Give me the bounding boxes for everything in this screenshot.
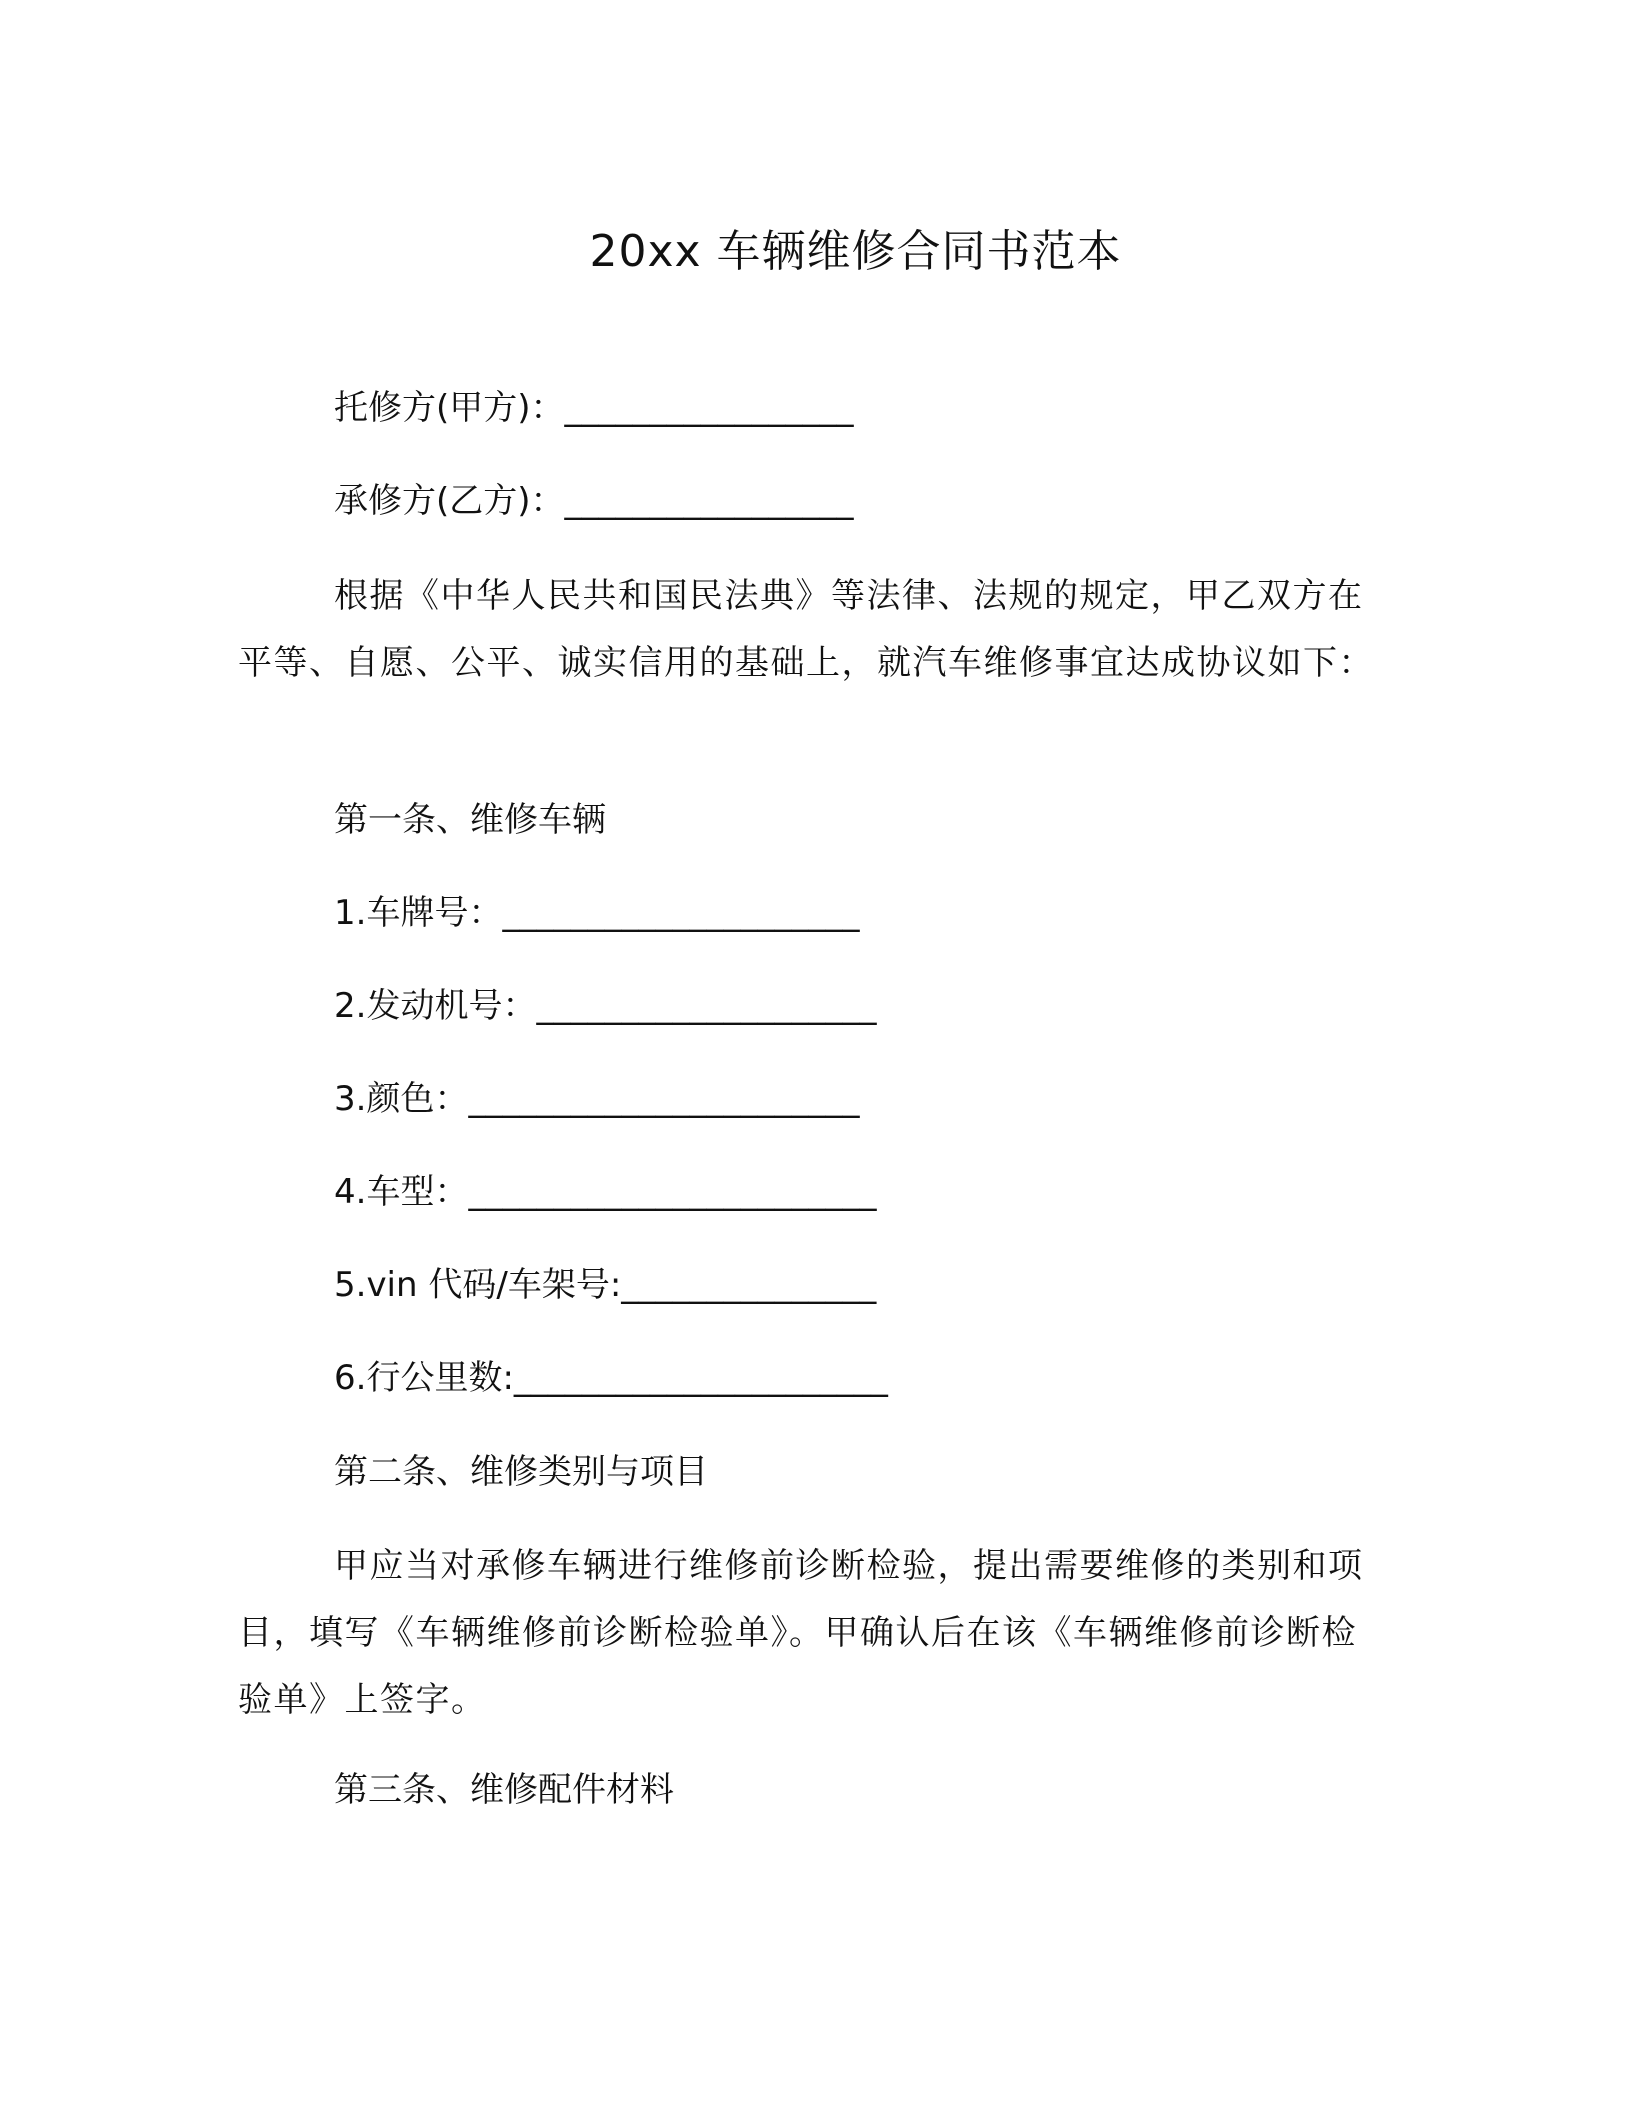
article-1-heading: 第一条、维修车辆 bbox=[334, 800, 606, 840]
vehicle-model-field: 4.车型：________________________ bbox=[334, 1172, 877, 1212]
engine-number-field: 2.发动机号：____________________ bbox=[334, 986, 877, 1026]
party-b-field: 承修方(乙方)：_________________ bbox=[334, 481, 854, 521]
vehicle-plate-field: 1.车牌号：_____________________ bbox=[334, 893, 860, 933]
mileage-field: 6.行公里数:______________________ bbox=[334, 1358, 888, 1398]
color-field: 3.颜色：_______________________ bbox=[334, 1079, 860, 1119]
article-2-heading: 第二条、维修类别与项目 bbox=[334, 1452, 708, 1492]
article-2-paragraph: 甲应当对承修车辆进行维修前诊断检验，提出需要维修的类别和项目，填写《车辆维修前诊断检验单》。甲确认后在该《车辆维修前诊断检验单》上签字。 bbox=[238, 1546, 1364, 1720]
vin-field: 5.vin 代码/车架号:_______________ bbox=[334, 1265, 877, 1305]
article-3-heading: 第三条、维修配件材料 bbox=[334, 1770, 674, 1810]
document-title: 20xx 车辆维修合同书范本 bbox=[589, 226, 1122, 277]
party-a-field: 托修方(甲方)：_________________ bbox=[334, 388, 854, 428]
preamble-paragraph: 根据《中华人民共和国民法典》等法律、法规的规定，甲乙双方在平等、自愿、公平、诚实信用的基础上，就汽车维修事宜达成协议如下： bbox=[238, 576, 1374, 683]
